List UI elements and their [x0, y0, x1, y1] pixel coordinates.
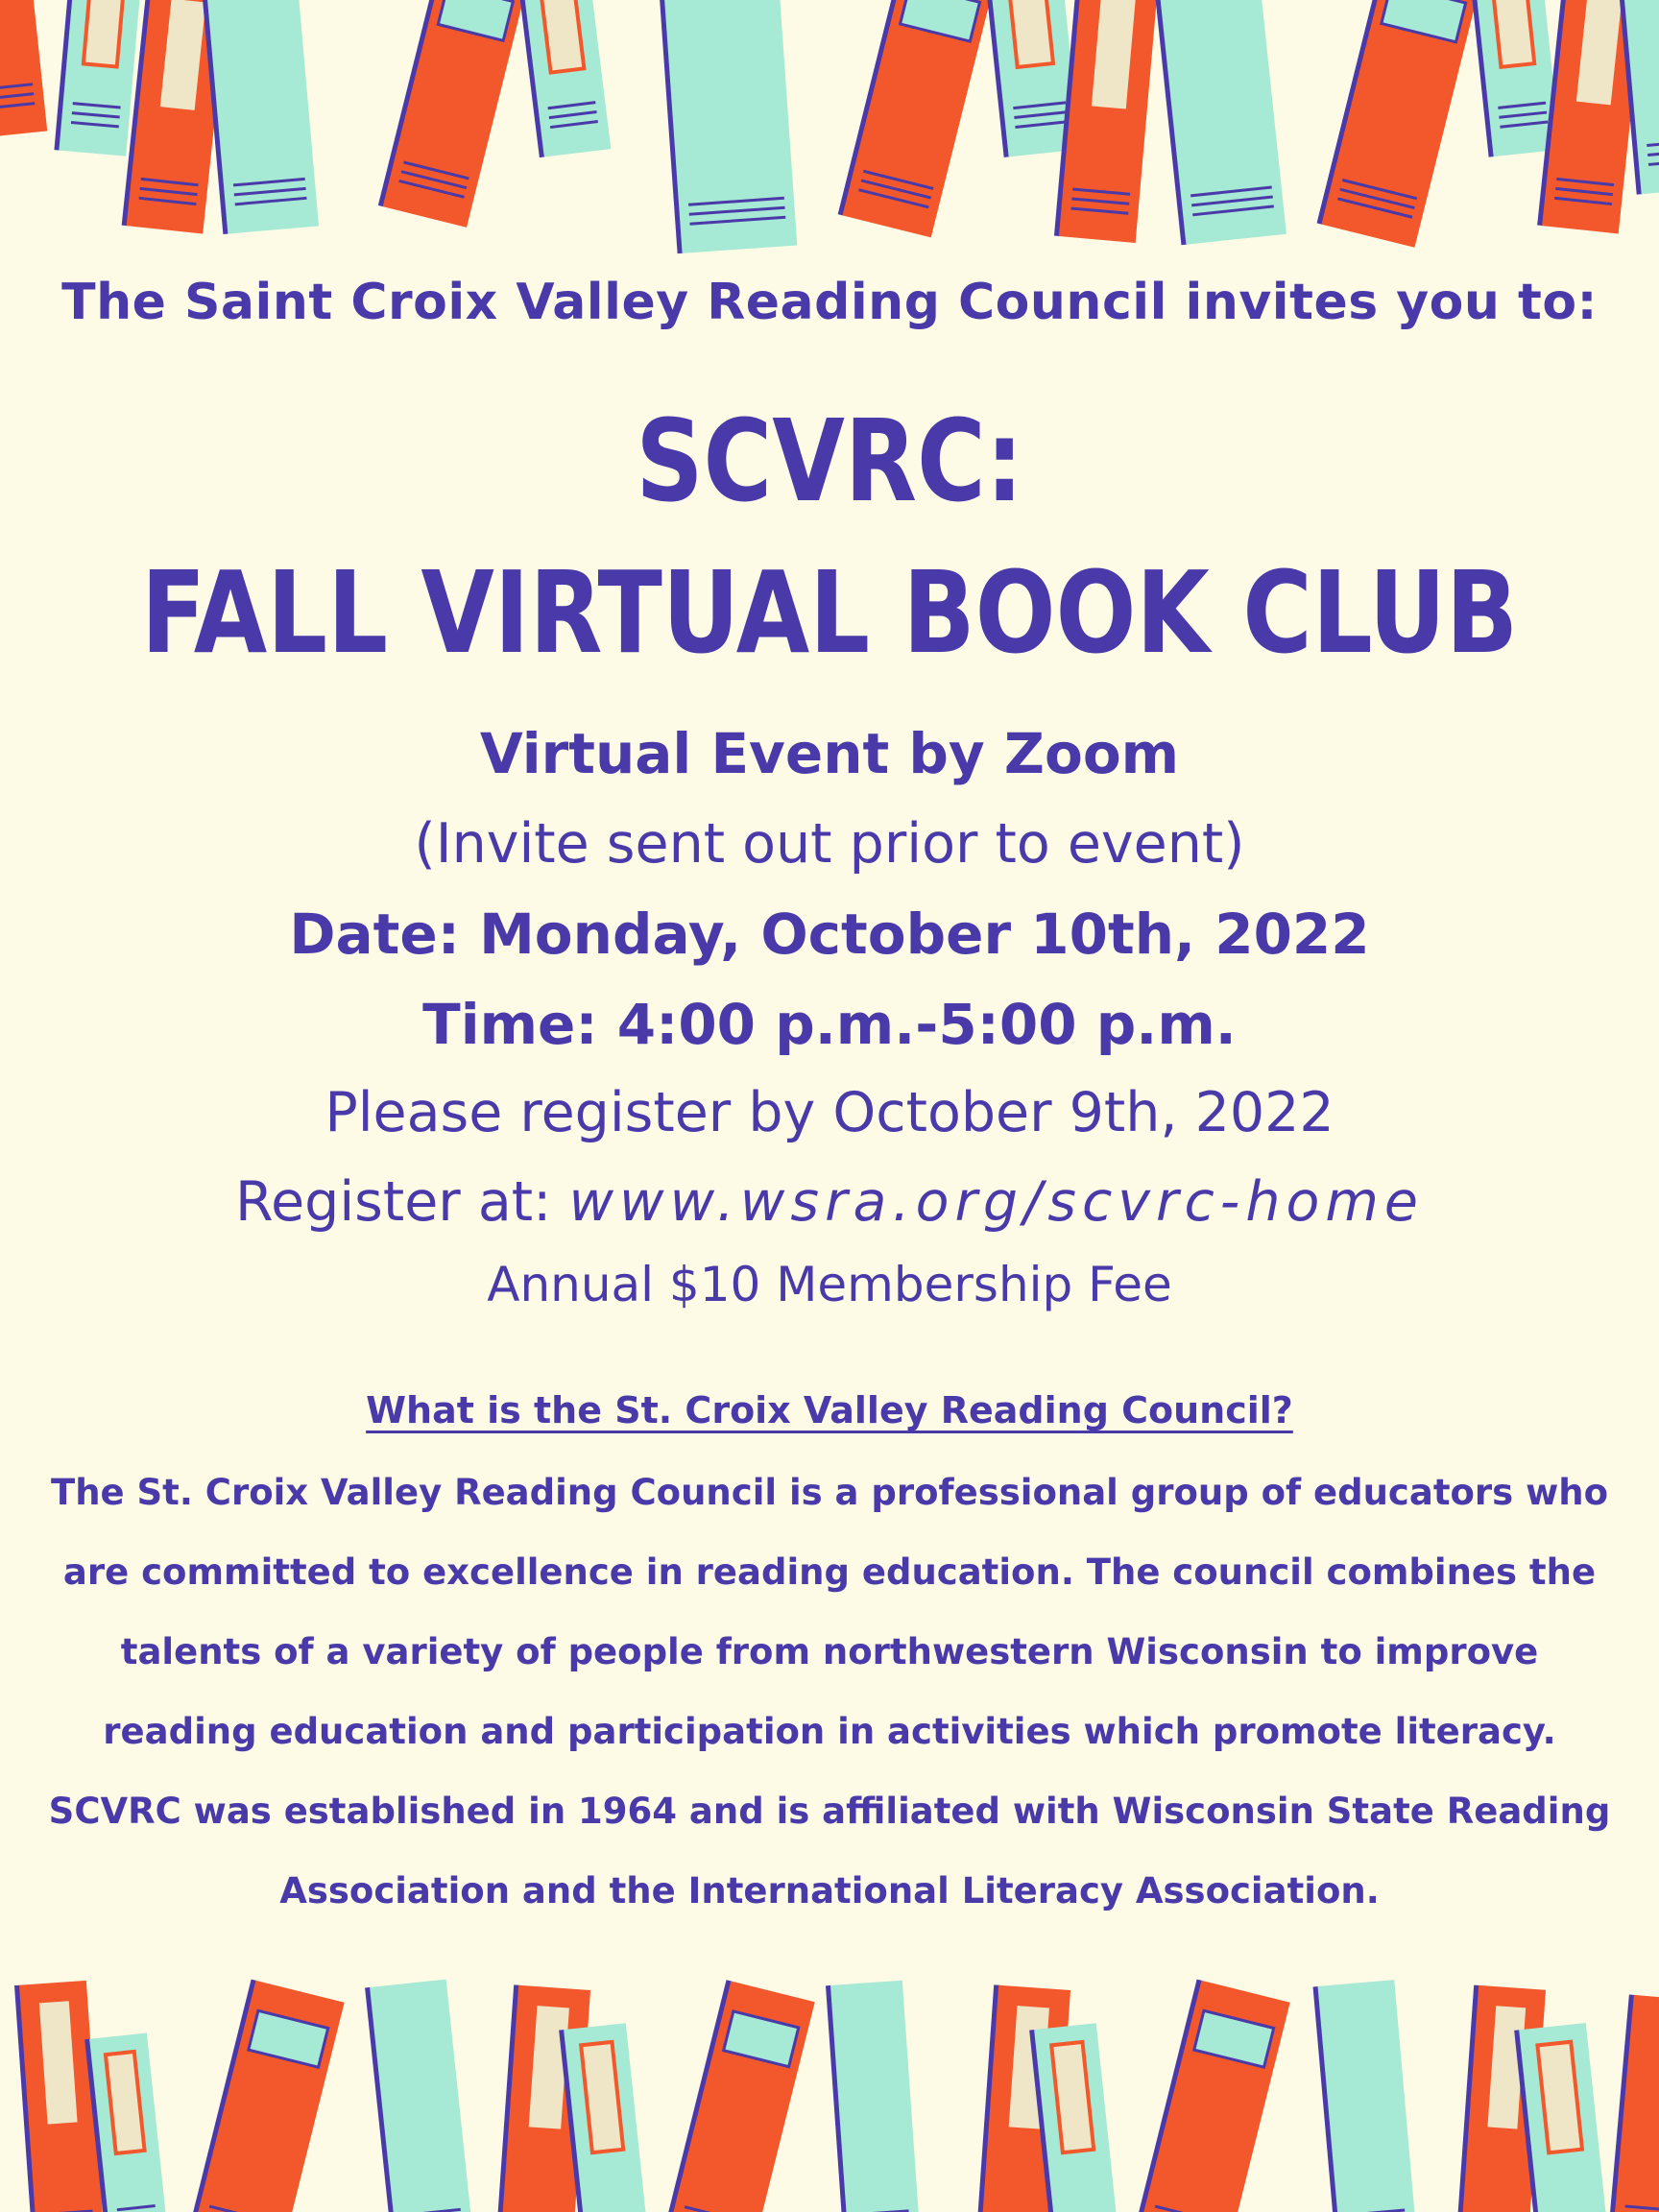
book-spine-icon	[54, 0, 142, 156]
book-spine-icon	[1129, 1980, 1289, 2212]
book-spine-icon	[1054, 0, 1159, 243]
event-title-line-1: SCVRC:	[636, 395, 1023, 527]
bottom-book-border	[0, 1968, 1659, 2212]
about-body: The St. Croix Valley Reading Council is a professional group of educators who are committed to excellence in reading education. The council combines the talents of a variety of people from northwestern Wisconsin to improve reading education and participation in activities which promote literacy. SCVRC was established in 1964 and is affiliated with Wisconsin State Reading Association and the International Literacy Association.	[48, 1472, 1611, 1911]
book-spine-icon	[365, 1980, 475, 2212]
book-spine-icon	[1606, 1994, 1659, 2212]
about-heading: What is the St. Croix Valley Reading Council?	[366, 1389, 1293, 1431]
book-spine-icon	[517, 0, 612, 157]
book-spine-icon	[0, 0, 47, 137]
top-books-illustration	[0, 0, 1659, 259]
event-title-line-2: FALL VIRTUAL BOOK CLUB	[140, 546, 1519, 679]
membership-fee: Annual $10 Membership Fee	[487, 1257, 1172, 1312]
book-spine-icon	[659, 1980, 814, 2212]
invite-note: (Invite sent out prior to event)	[414, 812, 1245, 876]
bottom-books-illustration	[0, 1968, 1659, 2212]
book-spine-icon	[378, 0, 529, 228]
book-spine-icon	[838, 0, 997, 237]
register-url[interactable]: www.wsra.org/scvrc-home	[568, 1170, 1424, 1234]
register-deadline: Please register by October 9th, 2022	[325, 1081, 1334, 1144]
book-spine-icon	[826, 1981, 922, 2212]
book-spine-icon	[658, 0, 798, 253]
book-spine-icon	[200, 0, 319, 234]
book-spine-icon	[1313, 1980, 1419, 2212]
book-spine-icon	[1469, 0, 1560, 157]
event-time: Time: 4:00 p.m.-5:00 p.m.	[422, 992, 1237, 1057]
register-at-label: Register at:	[235, 1170, 569, 1234]
book-spine-icon	[1152, 0, 1286, 245]
top-book-border	[0, 0, 1659, 259]
event-type: Virtual Event by Zoom	[479, 721, 1180, 786]
register-at	[0, 1166, 1659, 1238]
book-spine-icon	[1317, 0, 1482, 248]
invite-line: The Saint Croix Valley Reading Council invites you to:	[61, 274, 1598, 331]
event-date: Date: Monday, October 10th, 2022	[289, 902, 1370, 967]
book-spine-icon	[183, 1980, 344, 2212]
